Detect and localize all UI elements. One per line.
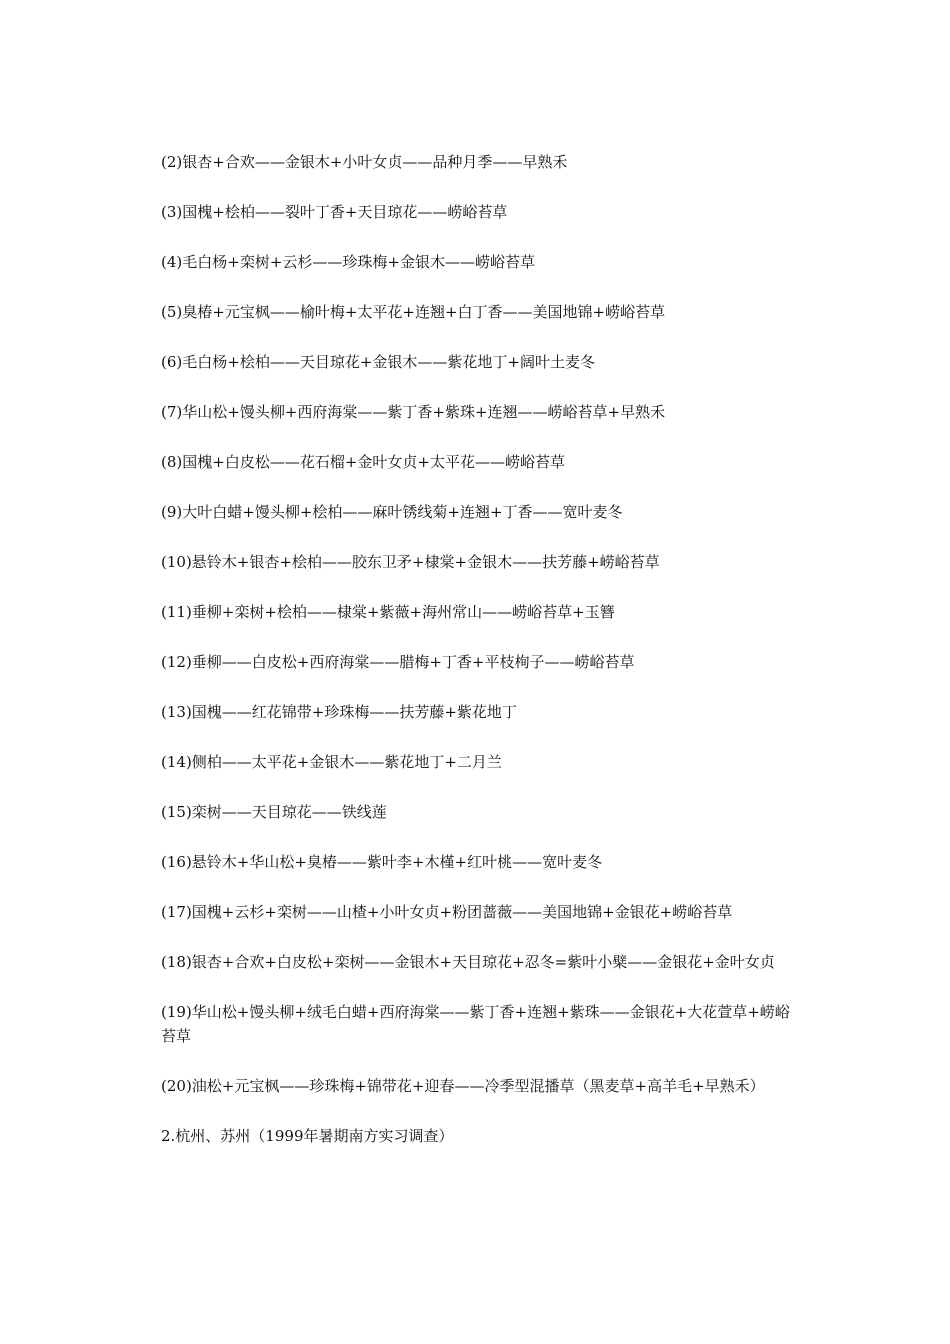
list-item: (14)侧柏——太平花+金银木——紫花地丁+二月兰 [161,753,502,771]
list-item: (12)垂柳——白皮松+西府海棠——腊梅+丁香+平枝栒子——崂峪苔草 [161,653,635,671]
list-item: (17)国槐+云杉+栾树——山楂+小叶女贞+粉团蔷薇——美国地锦+金银花+崂峪苔草 [161,903,733,921]
list-item: (19)华山松+馒头柳+绒毛白蜡+西府海棠——紫丁香+连翘+紫珠——金银花+大花萱草+崂峪苔草 [161,1003,790,1045]
list-item: (15)栾树——天目琼花——铁线莲 [161,803,387,821]
list-item: (4)毛白杨+栾树+云杉——珍珠梅+金银木——崂峪苔草 [161,253,535,271]
list-item: (8)国槐+白皮松——花石榴+金叶女贞+太平花——崂峪苔草 [161,453,565,471]
section-heading: 2.杭州、苏州（1999年暑期南方实习调查） [161,1127,454,1145]
list-item: (6)毛白杨+桧柏——天目琼花+金银木——紫花地丁+阔叶土麦冬 [161,353,595,371]
list-item: (3)国槐+桧柏——裂叶丁香+天目琼花——崂峪苔草 [161,203,508,221]
list-item: (20)油松+元宝枫——珍珠梅+锦带花+迎春——冷季型混播草（黑麦草+高羊毛+早熟禾） [161,1077,765,1095]
list-item: (10)悬铃木+银杏+桧柏——胶东卫矛+棣棠+金银木——扶芳藤+崂峪苔草 [161,553,660,571]
list-item: (16)悬铃木+华山松+臭椿——紫叶李+木槿+红叶桃——宽叶麦冬 [161,853,603,871]
list-item: (11)垂柳+栾树+桧柏——棣棠+紫薇+海州常山——崂峪苔草+玉簪 [161,603,615,621]
list-item: (18)银杏+合欢+白皮松+栾树——金银木+天目琼花+忍冬=紫叶小檗——金银花+金叶女贞 [161,953,775,971]
list-item: (5)臭椿+元宝枫——榆叶梅+太平花+连翘+白丁香——美国地锦+崂峪苔草 [161,303,666,321]
document-body [161,150,791,1174]
list-item: (13)国槐——红花锦带+珍珠梅——扶芳藤+紫花地丁 [161,703,517,721]
list-item: (7)华山松+馒头柳+西府海棠——紫丁香+紫珠+连翘——崂峪苔草+早熟禾 [161,403,666,421]
list-item: (2)银杏+合欢——金银木+小叶女贞——品种月季——早熟禾 [161,153,568,171]
list-item: (9)大叶白蜡+馒头柳+桧柏——麻叶锈线菊+连翘+丁香——宽叶麦冬 [161,503,623,521]
